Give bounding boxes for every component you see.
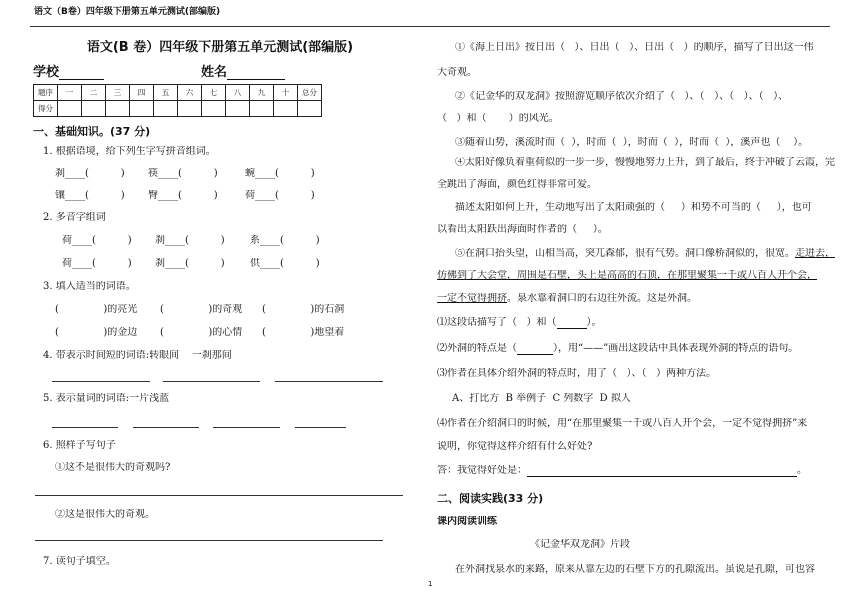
school-label: 学校 <box>33 65 60 80</box>
q7-item5-passage-line <box>437 293 697 305</box>
q1-item: 蜿____( ) <box>245 168 315 179</box>
q3-prompt: 3. 填入适当的词语。 <box>43 281 136 292</box>
q7-item5-sub4: 说明，你觉得这样介绍有什么好处? <box>437 441 593 452</box>
q1-prompt: 1. 根据语境，给下列生字写拼音组词。 <box>43 146 216 157</box>
q7-item5-passage-line <box>437 270 817 282</box>
section2-subheading: 课内阅读训练 <box>437 516 497 527</box>
table-header-cell: 六 <box>178 85 202 101</box>
section2-heading: 二、阅读实践(33 分) <box>437 492 544 505</box>
school-field <box>33 65 104 80</box>
answer-line <box>213 427 280 428</box>
q2-item: 荷____( ) <box>62 258 132 269</box>
answer-blank <box>517 344 553 355</box>
table-header-cell: 题序 <box>34 85 58 101</box>
answer-line <box>52 427 118 428</box>
q6-example: ②这是很伟大的奇观。 <box>55 509 155 520</box>
table-header-cell: 七 <box>202 85 226 101</box>
table-row-label: 得分 <box>34 101 58 117</box>
score-table-score-row <box>34 101 322 117</box>
q7-item2-line: ②《记金华的双龙洞》按照游览顺序依次介绍了（ ）、（ ）、（ ）、（ ）、 <box>455 91 789 102</box>
q7-item4-question: 描述太阳如何上升，生动地写出了太阳顽强的（ ）和势不可当的（ ），也可 <box>455 202 812 213</box>
score-cell <box>154 101 178 117</box>
sub-question-text: ⑵外洞的特点是（ <box>437 343 517 354</box>
score-cell <box>106 101 130 117</box>
answer-line <box>52 381 150 382</box>
q7-item1-line: 大奇观。 <box>437 67 477 78</box>
q2-item: 刹____( ) <box>155 258 225 269</box>
score-cell <box>250 101 274 117</box>
q1-item: 筷____( ) <box>148 168 218 179</box>
table-header-cell: 三 <box>106 85 130 101</box>
q3-item: ( )地望着 <box>262 327 345 338</box>
answer-line <box>275 381 383 382</box>
passage-first-line: 在外洞找泉水的来路，原来从靠左边的石壁下方的孔隙流出。虽说是孔隙，可也容 <box>455 564 815 575</box>
answer-end: 。 <box>797 465 807 476</box>
q7-item3-line: ③随着山势，溪流时而（ ），时而（ ），时而（ ），时而（ ），溪声也（ ）。 <box>455 137 809 148</box>
section1-heading: 一、基础知识。(37 分) <box>33 125 151 138</box>
page-title: 语文(B 卷）四年级下册第五单元测试(部编版) <box>86 40 354 55</box>
table-header-cell: 二 <box>82 85 106 101</box>
passage-marked-text: 一定不觉得拥挤 <box>437 293 507 304</box>
score-cell <box>58 101 82 117</box>
q1-item: 刹____( ) <box>55 168 125 179</box>
table-header-cell: 五 <box>154 85 178 101</box>
passage-marked-text: 走进去， <box>795 248 835 259</box>
table-header-cell: 四 <box>130 85 154 101</box>
score-cell <box>178 101 202 117</box>
q2-item: 刹____( ) <box>155 235 225 246</box>
answer-line <box>133 427 199 428</box>
q7-prompt: 7. 读句子填空。 <box>43 556 116 567</box>
table-header-cell: 十 <box>274 85 298 101</box>
q1-item: 镶____( ) <box>55 190 125 201</box>
passage-text: ⑤在洞口抬头望，山相当高，突兀森郁，很有气势。洞口像桥洞似的，很宽。 <box>455 248 795 259</box>
q5-prompt: 5. 表示量词的词语:一片浅蓝 <box>43 393 170 404</box>
q2-item: 系____( ) <box>250 235 320 246</box>
q7-item5-sub3: ⑶作者在具体介绍外洞的特点时，用了（ ）、（ ）两种方法。 <box>437 368 717 379</box>
score-cell <box>202 101 226 117</box>
table-header-cell: 一 <box>58 85 82 101</box>
q2-prompt: 2. 多音字组词 <box>43 212 106 223</box>
q7-item5-sub2 <box>437 343 798 355</box>
name-label: 姓名 <box>201 65 228 80</box>
q1-item: 荷____( ) <box>245 190 315 201</box>
passage-marked-text: 仿佛到了大会堂，周围是石壁，头上是高高的石顶，在那里聚集一千或八百人开个会， <box>437 270 817 281</box>
q2-item: 供____( ) <box>250 258 320 269</box>
table-header-cell: 九 <box>250 85 274 101</box>
q6-prompt: 6. 照样子写句子 <box>43 440 116 451</box>
answer-label: 答：我觉得好处是： <box>437 465 527 476</box>
score-table-header-row <box>34 85 322 101</box>
q6-example: ①这不是很伟大的奇观吗? <box>55 462 171 473</box>
page-number: 1 <box>428 580 433 588</box>
passage-text: 。泉水靠着洞口的右边往外流。这是外洞。 <box>507 293 697 304</box>
answer-line <box>295 427 346 428</box>
sub-question-text: ）。 <box>586 317 602 328</box>
answer-line <box>163 381 260 382</box>
q4-prompt: 4. 带表示时间短的词语:转眼间 一刹那间 <box>43 350 232 361</box>
q7-item5-sub1 <box>437 317 602 329</box>
q3-item: ( )的金边 <box>55 327 138 338</box>
score-cell <box>298 101 322 117</box>
q7-item4-sentence: 全跳出了海面，颜色红得非常可爱。 <box>437 179 597 190</box>
q2-item: 荷____( ) <box>62 235 132 246</box>
q7-item5-answer <box>437 465 807 477</box>
q7-item1-line: ①《海上日出》按日出（ ）、日出（ ）、日出（ ）的顺序，描写了日出这一伟 <box>455 42 814 53</box>
answer-blank <box>527 466 797 477</box>
table-header-cell: 总分 <box>298 85 322 101</box>
sub-question-text: ⑴这段话描写了（ ）和（ <box>437 317 557 328</box>
school-blank <box>59 66 104 80</box>
q3-item: ( )的奇观 <box>160 304 243 315</box>
name-blank <box>227 66 285 80</box>
q3-item: ( )的亮光 <box>55 304 138 315</box>
q7-item4-question: 以看出太阳跃出海面时作者的（ ）。 <box>437 224 608 235</box>
name-field <box>201 65 285 80</box>
header-rule <box>30 26 830 27</box>
sub-question-text: ），用“——”画出这段话中具体表现外洞的特点的语句。 <box>553 343 799 354</box>
passage-title: 《记金华双龙洞》片段 <box>530 539 630 550</box>
score-cell <box>130 101 154 117</box>
q3-item: ( )的石洞 <box>262 304 345 315</box>
answer-blank <box>557 318 587 329</box>
table-header-cell: 八 <box>226 85 250 101</box>
q1-item: 臀____( ) <box>148 190 218 201</box>
q7-item4-sentence: ④太阳好像负着重荷似的一步一步，慢慢地努力上升，到了最后，终于冲破了云霞，完 <box>455 157 835 168</box>
q3-item: ( )的心情 <box>160 327 243 338</box>
running-header: 语文（B卷）四年级下册第五单元测试(部编版) <box>34 7 221 17</box>
answer-line <box>35 540 383 541</box>
q7-item5-passage-line <box>455 248 835 260</box>
score-cell <box>274 101 298 117</box>
q7-item5-sub4: ⑷作者在介绍洞口的时候，用“在那里聚集一千或八百人开个会，一定不觉得拥挤”来 <box>437 418 808 429</box>
score-table <box>33 84 322 117</box>
answer-line <box>35 495 403 496</box>
q7-item2-line: （ ）和（ ）的风光。 <box>437 113 559 124</box>
score-cell <box>226 101 250 117</box>
q7-item5-options: A、打比方 B 举例子 C 列数字 D 拟人 <box>452 393 631 404</box>
score-cell <box>82 101 106 117</box>
